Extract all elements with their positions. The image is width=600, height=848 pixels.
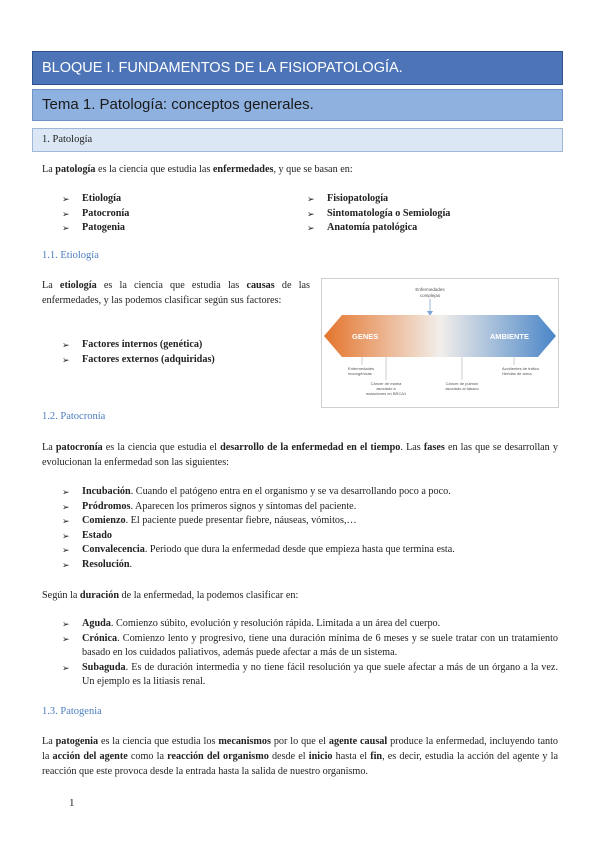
paragraph-text: de la enfermedad, la podemos clasificar en: xyxy=(118,590,299,601)
paragraph-text: , es decir, estudia la acción del agente y la reacción que este provoca desde la entrada hasta la salida de nuestro organismo. xyxy=(42,751,558,777)
arrow-bullet-icon: ➢ xyxy=(62,487,70,497)
paragraph-term: acción del agente xyxy=(52,751,128,762)
arrow-bullet-icon: ➢ xyxy=(62,633,70,644)
paragraph-text: como la xyxy=(127,751,168,762)
paragraph-term: fases xyxy=(423,442,445,453)
arrow-bullet-icon: ➢ xyxy=(62,223,70,233)
paragraph-term: duración xyxy=(79,590,119,601)
list-item xyxy=(62,543,558,558)
label-monogenic-1: Enfermedades xyxy=(348,366,375,371)
bases-list-left xyxy=(62,192,282,236)
duration-paragraph xyxy=(42,588,558,603)
label-lung-1: Cáncer de pulmón xyxy=(445,381,479,386)
list-item-desc: . Es de duración intermedia y no tiene fácil resolución ya que suele afectar a más de un órgano a la vez. Un ejemplo es la litiasis renal. xyxy=(82,661,558,687)
genes-ambiente-figure xyxy=(321,278,559,408)
arrow-bullet-icon: ➢ xyxy=(62,208,70,219)
label-accidents-1: Accidentes de tráfico xyxy=(502,366,540,371)
paragraph-text: La xyxy=(42,736,56,747)
etiologia-paragraph xyxy=(42,278,310,308)
paragraph-term: patocronía xyxy=(55,442,103,453)
paragraph-term: causas xyxy=(246,280,275,291)
paragraph-text: es la ciencia que estudia el xyxy=(102,442,221,453)
list-item-term: Subaguda xyxy=(82,661,126,673)
list-item xyxy=(307,192,557,207)
arrow-bullet-icon: ➢ xyxy=(307,194,315,204)
list-item-desc: . xyxy=(129,558,133,570)
paragraph-text: por lo que el xyxy=(270,736,329,747)
list-item-desc: . Aparecen los primeros signos y síntomas del paciente. xyxy=(130,500,357,512)
paragraph-text: produce la enfermedad, incluyendo tanto la xyxy=(42,736,558,762)
arrow-bullet-icon: ➢ xyxy=(62,194,70,204)
list-item xyxy=(62,192,282,207)
list-item-term: Fisiopatología xyxy=(327,193,389,204)
intro-text: es la ciencia que estudia las xyxy=(95,164,213,175)
factors-list xyxy=(62,338,302,367)
paragraph-term: desarrollo de la enfermedad en el tiempo xyxy=(220,442,401,453)
paragraph-term: fin xyxy=(370,751,383,762)
list-item-term: Patogenia xyxy=(82,222,126,233)
heading-patogenia: 1.3. Patogenia xyxy=(42,706,102,717)
list-item-term: Factores internos (genética) xyxy=(82,339,203,350)
list-item xyxy=(307,207,557,222)
arrow-bullet-icon: ➢ xyxy=(62,662,70,673)
paragraph-term: agente causal xyxy=(328,736,388,747)
arrow-bullet-icon: ➢ xyxy=(62,354,70,365)
arrow-bullet-icon: ➢ xyxy=(307,223,315,233)
genes-ambiente-diagram xyxy=(322,279,558,407)
list-item-desc: . El paciente puede presentar fiebre, náuseas, vómitos,… xyxy=(125,515,357,526)
list-item-term: Pródromos xyxy=(82,500,131,512)
list-item-term: Incubación xyxy=(82,486,131,497)
paragraph-term: etiología xyxy=(59,280,97,291)
list-item-term: Etiología xyxy=(82,193,122,204)
list-item xyxy=(62,485,558,500)
list-item-term: Factores externos (adquiridas) xyxy=(82,353,215,365)
intro-term: patología xyxy=(55,164,96,175)
arrow-bullet-icon: ➢ xyxy=(62,501,70,512)
intro-text: La xyxy=(42,164,56,175)
bases-list-right xyxy=(307,192,557,236)
arrow-bullet-icon: ➢ xyxy=(62,516,70,526)
page-number: 1 xyxy=(69,797,75,809)
paragraph-term: reacción del organismo xyxy=(167,751,269,762)
list-item xyxy=(62,529,558,544)
arrow-bullet-icon: ➢ xyxy=(307,208,315,219)
paragraph-text: desde el xyxy=(268,751,309,762)
list-item xyxy=(62,207,282,222)
block-title: BLOQUE I. FUNDAMENTOS DE LA FISIOPATOLOGÍA. xyxy=(32,51,563,85)
list-item-desc: . Comienzo lento y progresivo, tiene una duración mínima de 6 meses y se suele tratar con un tratamiento basado en los cuidados paliativos, además puede afectar a más de un sistema. xyxy=(82,632,558,658)
arrow-bullet-icon: ➢ xyxy=(62,559,70,570)
list-item xyxy=(307,221,557,236)
list-item xyxy=(62,632,558,661)
list-item-term: Anatomía patológica xyxy=(327,222,418,233)
list-item-term: Patocronía xyxy=(82,207,130,219)
label-breast-2: asociado a xyxy=(376,386,396,391)
paragraph-term: patogenia xyxy=(55,736,99,747)
intro-text: , y que se basan en: xyxy=(273,164,353,175)
intro-paragraph xyxy=(42,162,558,177)
list-item xyxy=(62,353,302,368)
list-item xyxy=(62,514,558,529)
label-genes: GENES xyxy=(352,332,379,341)
label-ambiente: AMBIENTE xyxy=(489,332,529,341)
paragraph-text: La xyxy=(42,280,60,291)
paragraph-term: mecanismos xyxy=(218,736,271,747)
phases-list xyxy=(62,485,558,572)
label-monogenic-2: monogénicas xyxy=(348,371,372,376)
paragraph-text: . Las xyxy=(400,442,424,453)
paragraph-text: La xyxy=(42,442,56,453)
paragraph-text: es la ciencia que estudia las xyxy=(96,280,247,291)
list-item-desc: . Comienzo súbito, evolución y resolución rápida. Limitada a un área del cuerpo. xyxy=(110,618,441,629)
paragraph-term: inicio xyxy=(308,751,333,762)
list-item xyxy=(62,617,558,632)
list-item-term: Estado xyxy=(82,529,113,541)
heading-etiologia: 1.1. Etiología xyxy=(42,250,99,261)
label-breast-1: Cáncer de mama xyxy=(370,381,402,386)
list-item-desc: . Cuando el patógeno entra en el organismo y se va desarrollando poco a poco. xyxy=(130,486,451,497)
label-complex-2: complejas xyxy=(419,293,441,298)
topic-title: Tema 1. Patología: conceptos generales. xyxy=(32,89,563,121)
label-breast-3: mutaciones en BRCA1 xyxy=(365,391,407,396)
arrow-bullet-icon: ➢ xyxy=(62,340,70,350)
durations-list xyxy=(62,617,558,690)
paragraph-text: hasta el xyxy=(332,751,371,762)
label-complex-1: Enfermedades xyxy=(415,287,445,292)
list-item-desc: . Periodo que dura la enfermedad desde que empieza hasta que termina esta. xyxy=(144,544,455,555)
arrow-bullet-icon: ➢ xyxy=(62,619,70,629)
paragraph-text: es la ciencia que estudia los xyxy=(98,736,219,747)
list-item-term: Aguda xyxy=(82,618,111,629)
list-item-term: Comienzo xyxy=(82,515,126,526)
label-accidents-2: Heridas de arma xyxy=(502,371,532,376)
arrow-bullet-icon: ➢ xyxy=(62,530,70,541)
list-item xyxy=(62,558,558,573)
paragraph-text: Según la xyxy=(42,590,80,601)
list-item-term: Sintomatología o Semiología xyxy=(327,207,451,219)
list-item xyxy=(62,338,302,353)
list-item-term: Resolución xyxy=(82,558,130,570)
patogenia-paragraph xyxy=(42,734,558,779)
list-item xyxy=(62,500,558,515)
patocronia-paragraph xyxy=(42,440,558,470)
intro-term: enfermedades xyxy=(212,164,274,175)
list-item-term: Convalecencia xyxy=(82,544,145,555)
list-item xyxy=(62,221,282,236)
paragraph-text: de las enfermedades, y las podemos clasificar según sus factores: xyxy=(42,280,311,306)
list-item-term: Crónica xyxy=(82,632,118,644)
section-title: 1. Patología xyxy=(32,128,563,152)
paragraph-text: en las que se desarrollan y evolucionan la enfermedad son las siguientes: xyxy=(42,442,558,468)
heading-patocronia: 1.2. Patocronía xyxy=(42,411,106,422)
arrow-bullet-icon: ➢ xyxy=(62,545,70,555)
label-lung-2: asociado al tabaco xyxy=(445,386,479,391)
list-item xyxy=(62,661,558,690)
